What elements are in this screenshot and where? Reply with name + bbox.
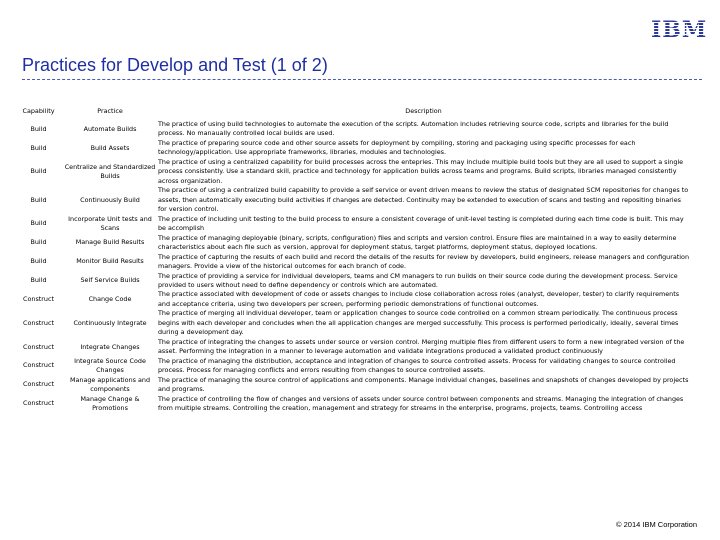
table-header-row <box>14 104 690 120</box>
capability-cell: Construct <box>23 342 54 351</box>
description-cell: The practice of preparing source code and other source assets for deployment by compiling, storing and packaging using specific processes for each technology/application. Use appropriate frameworks, libraries, modules and technologies. <box>158 138 636 157</box>
practice-cell: Integrate Changes <box>80 342 140 351</box>
capability-cell: Construct <box>23 295 54 304</box>
table-row <box>14 234 690 253</box>
practice-cell: Automate Builds <box>83 124 137 133</box>
description-cell: The practice associated with development of code or assets changes to include close collaboration across roles (analyst, developer, tester) to clarify requirements and acceptance criteria, using two developers per screen, performing periodic demonstrations of functional outcomes. <box>158 290 680 308</box>
practice-cell: Continuously Build <box>80 195 140 204</box>
capability-cell: Build <box>30 276 47 285</box>
practices-table <box>14 104 690 414</box>
table-row <box>14 120 690 139</box>
practice-cell: Centralize and Standardized Builds <box>64 162 156 181</box>
description-cell: The practice of merging all individual developer, team or application changes to source code controlled on a common stream periodically. The continuous process begins with each developer and concludes when the all application changes are merged successfully. This process is performed periodically, ideally, several times during a development day. <box>158 309 679 337</box>
table-row <box>14 309 690 337</box>
practice-cell: Change Code <box>88 295 132 304</box>
capability-cell: Build <box>30 219 47 228</box>
description-cell: The practice of managing the distribution, acceptance and integration of changes to source controlled assets. Process for validating changes to source controlled process. Process for managing conflicts and errors resulting from changes to source controlled assets. <box>158 356 676 375</box>
description-cell: The practice of using a centralized build capability to provide a self service or event driven means to review the status of designated SCM repositories for changes to assets, then automatically executing build activities if changes are detected. Continuity may be extended to execution of scans and testing and repositing binaries for version control. <box>158 186 689 214</box>
table-row <box>14 395 690 414</box>
practice-cell: Manage Change & Promotions <box>80 394 140 413</box>
practice-cell: Continuously Integrate <box>73 318 147 327</box>
copyright-footer: © 2014 IBM Corporation <box>616 520 697 529</box>
column-header-description: Description <box>405 107 442 116</box>
description-cell: The practice of using build technologies to automate the execution of the scripts. Automation includes retrieving source code, scripts and libraries for the build process. No manaually controlled local builds are used. <box>158 120 669 138</box>
description-cell: The practice of controlling the flow of changes and versions of assets under source control between components and streams. Managing the integration of changes from multiple streams. Controlling the creation, management and strategy for streams in the enterprise, programs, projects, teams. Controlling access <box>158 394 684 413</box>
capability-cell: Construct <box>23 361 54 370</box>
description-cell: The practice of managing deployable (binary, scripts, configuration) files and scripts and version control. Ensure files are maintained in a way to easily determine characteristics about each file such as version, approval for deployment status, target platforms, deployment status, deployed locations. <box>158 233 677 252</box>
practice-cell: Manage Build Results <box>75 238 145 247</box>
capability-cell: Build <box>30 195 47 204</box>
practice-cell: Integrate Source Code Changes <box>74 356 146 375</box>
column-header-capability: Capability <box>22 107 55 116</box>
table-row <box>14 290 690 309</box>
description-cell: The practice of including unit testing to the build process to ensure a consistent coverage of unit-level testing is completed during each time code is built. This may be accomplish <box>158 214 684 233</box>
practice-cell: Manage applications and components <box>69 375 151 394</box>
table-row <box>14 139 690 158</box>
practice-cell: Monitor Build Results <box>76 257 144 266</box>
practice-cell: Self Service Builds <box>80 276 140 285</box>
capability-cell: Construct <box>23 380 54 389</box>
capability-cell: Build <box>30 238 47 247</box>
table-row <box>14 215 690 234</box>
table-row <box>14 376 690 395</box>
capability-cell: Construct <box>23 399 54 408</box>
table-row <box>14 357 690 376</box>
capability-cell: Build <box>30 257 47 266</box>
practice-cell: Build Assets <box>90 143 130 152</box>
description-cell: The practice of capturing the results of each build and record the details of the results for review by developers, build engineers, release managers and configuration managers. Provide a view of the historical outcomes for each branch of code. <box>158 252 690 271</box>
practice-cell: Incorporate Unit tests and Scans <box>68 214 152 233</box>
capability-cell: Construct <box>23 318 54 327</box>
ibm-logo: IBM <box>651 17 708 43</box>
table-row <box>14 186 690 214</box>
description-cell: The practice of using a centralized capability for build processes across the entepries. This may include multiple build tools but they are all used to support a single process consistently. Use a standard skill, practice and technology for application builds across teams and programs. Build scripts, libraries managed consistently across organization. <box>158 157 684 185</box>
column-header-practice: Practice <box>97 107 123 116</box>
table-row <box>14 158 690 186</box>
table-row <box>14 272 690 291</box>
page-title: Practices for Develop and Test (1 of 2) <box>22 55 328 75</box>
table-row <box>14 338 690 357</box>
capability-cell: Build <box>30 143 47 152</box>
description-cell: The practice of providing a service for individual developers, teams and CM managers to run builds on their source code during the development process. Service provided to users without need to define dependency or controls which are automated. <box>158 271 678 289</box>
capability-cell: Build <box>30 124 47 133</box>
description-cell: The practice of managing the source control of applications and components. Manage individual changes, baselines and snapshots of changes developed by projects and programs. <box>158 375 689 394</box>
description-cell: The practice of integrating the changes to assets under source or version control. Merging multiple files from different users to form a new integrated version of the asset. Performing the integration in a manner to leverage automation and validate integrations produced a validated product continuously <box>158 337 685 356</box>
title-divider <box>22 79 702 80</box>
capability-cell: Build <box>30 167 47 176</box>
table-row <box>14 253 690 272</box>
